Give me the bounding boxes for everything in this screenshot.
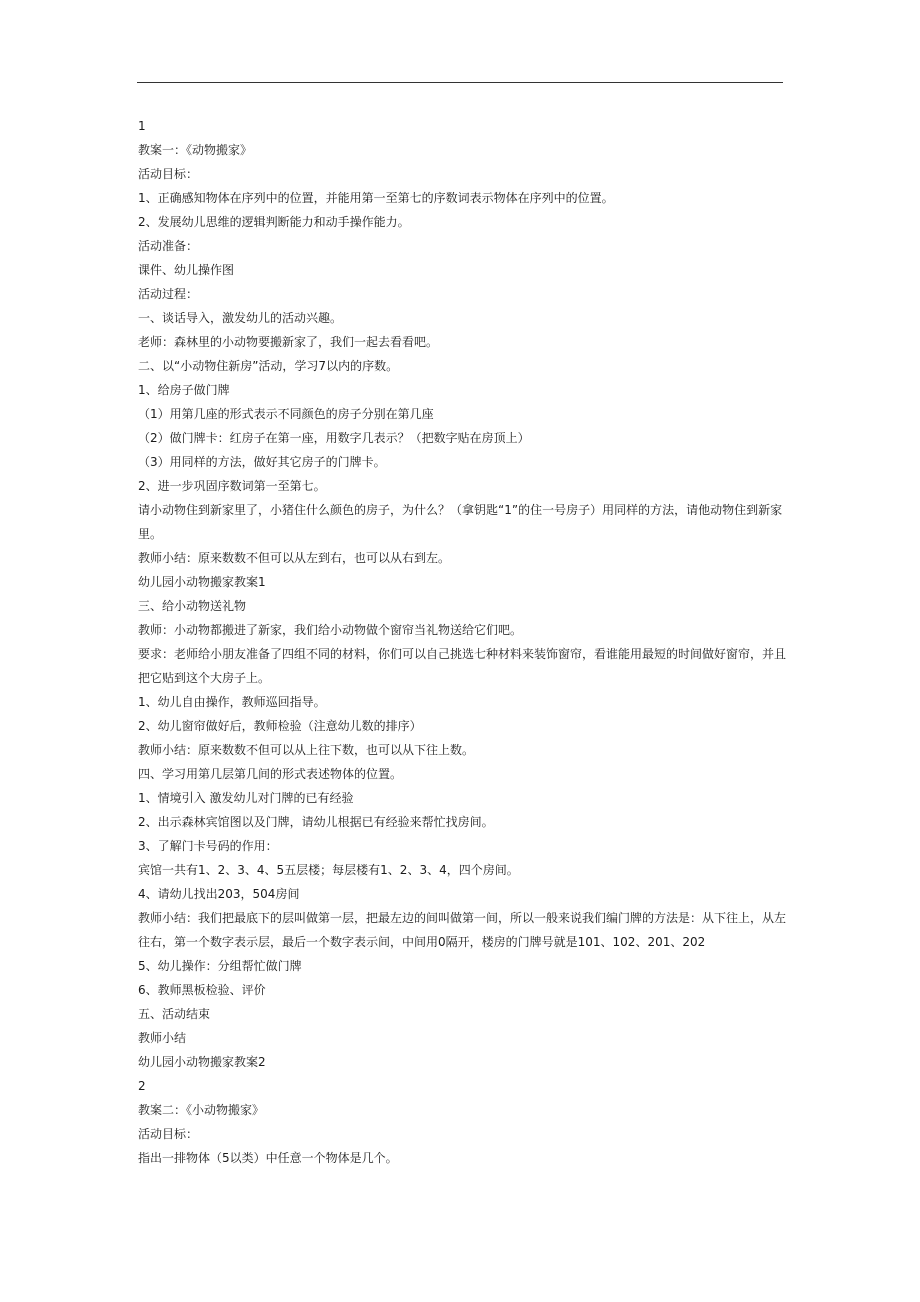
teacher-line-1: 老师：森林里的小动物要搬新家了，我们一起去看看吧。 — [138, 335, 439, 349]
teacher-summary-4: 教师小结 — [138, 1031, 187, 1045]
section-heading-process: 活动过程： — [138, 287, 199, 301]
process-step-3: 三、给小动物送礼物 — [138, 599, 247, 613]
process-step-1: 一、谈话导入，激发幼儿的活动兴趣。 — [138, 311, 343, 325]
substep-free-operation: 1、幼儿自由操作，教师巡回指导。 — [138, 695, 326, 709]
goal-item-2-1: 指出一排物体（5以类）中任意一个物体是几个。 — [138, 1151, 398, 1165]
substep-1-1: （1）用第几座的形式表示不同颜色的房子分别在第几座 — [138, 407, 434, 421]
process-step-2: 二、以“小动物住新房”活动，学习7以内的序数。 — [138, 359, 399, 373]
hotel-description: 宾馆一共有1、2、3、4、5五层楼；每层楼有1、2、3、4，四个房间。 — [138, 863, 519, 877]
header-rule — [137, 82, 783, 83]
section-heading-preparation: 活动准备： — [138, 239, 199, 253]
paragraph-new-home: 请小动物住到新家里了，小猪住什么颜色的房子，为什么？（拿钥匙“1”的住一号房子）用同样的方法，请他动物住到新家里。 — [138, 503, 783, 541]
lesson-plan-label-1: 幼儿园小动物搬家教案1 — [138, 575, 266, 589]
lesson-plan-2-title: 教案二：《小动物搬家》 — [138, 1103, 265, 1117]
goal-item-1: 1、正确感知物体在序列中的位置，并能用第一至第七的序数词表示物体在序列中的位置。 — [138, 191, 614, 205]
page-number-1: 1 — [138, 119, 146, 133]
page-number-2: 2 — [138, 1079, 146, 1093]
process-step-5: 五、活动结束 — [138, 1007, 211, 1021]
substep-1-3: （3）用同样的方法，做好其它房子的门牌卡。 — [138, 455, 386, 469]
teacher-summary-2: 教师小结：原来数数不但可以从上往下数，也可以从下往上数。 — [138, 743, 475, 757]
substep-consolidate: 2、进一步巩固序数词第一至第七。 — [138, 479, 326, 493]
section-heading-goals-2: 活动目标： — [138, 1127, 199, 1141]
substep-door-card: 3、了解门卡号码的作用： — [138, 839, 278, 853]
substep-hotel-map: 2、出示森林宾馆图以及门牌，请幼儿根据已有经验来帮忙找房间。 — [138, 815, 494, 829]
substep-blackboard: 6、教师黑板检验、评价 — [138, 983, 266, 997]
paragraph-teacher-summary-3: 教师小结：我们把最底下的层叫做第一层，把最左边的间叫做第一间，所以一般来说我们编门牌的方法是：从下往上，从左往右，第一个数字表示层，最后一个数字表示间，中间用0隔开，楼房的门牌号就是101、102、201、202 — [138, 911, 787, 949]
substep-door-sign: 1、给房子做门牌 — [138, 383, 230, 397]
teacher-summary-1: 教师小结：原来数数不但可以从左到右，也可以从右到左。 — [138, 551, 451, 565]
lesson-plan-label-2: 幼儿园小动物搬家教案2 — [138, 1055, 266, 1069]
lesson-plan-1-title: 教案一：《动物搬家》 — [138, 143, 253, 157]
goal-item-2: 2、发展幼儿思维的逻辑判断能力和动手操作能力。 — [138, 215, 410, 229]
preparation-text: 课件、幼儿操作图 — [138, 263, 235, 277]
process-step-4: 四、学习用第几层第几间的形式表述物体的位置。 — [138, 767, 403, 781]
teacher-line-2: 教师：小动物都搬进了新家，我们给小动物做个窗帘当礼物送给它们吧。 — [138, 623, 523, 637]
substep-scenario: 1、情境引入 激发幼儿对门牌的已有经验 — [138, 791, 354, 805]
paragraph-requirements: 要求：老师给小朋友准备了四组不同的材料，你们可以自己挑选七种材料来装饰窗帘，看谁能用最短的时间做好窗帘，并且把它贴到这个大房子上。 — [138, 647, 787, 685]
substep-curtain-check: 2、幼儿窗帘做好后，教师检验（注意幼儿数的排序） — [138, 719, 422, 733]
substep-1-2: （2）做门牌卡：红房子在第一座，用数字几表示？（把数字贴在房顶上） — [138, 431, 530, 445]
section-heading-goals: 活动目标： — [138, 167, 199, 181]
document-body — [138, 114, 788, 1170]
substep-group-operation: 5、幼儿操作：分组帮忙做门牌 — [138, 959, 302, 973]
substep-find-rooms: 4、请幼儿找出203，504房间 — [138, 887, 300, 901]
